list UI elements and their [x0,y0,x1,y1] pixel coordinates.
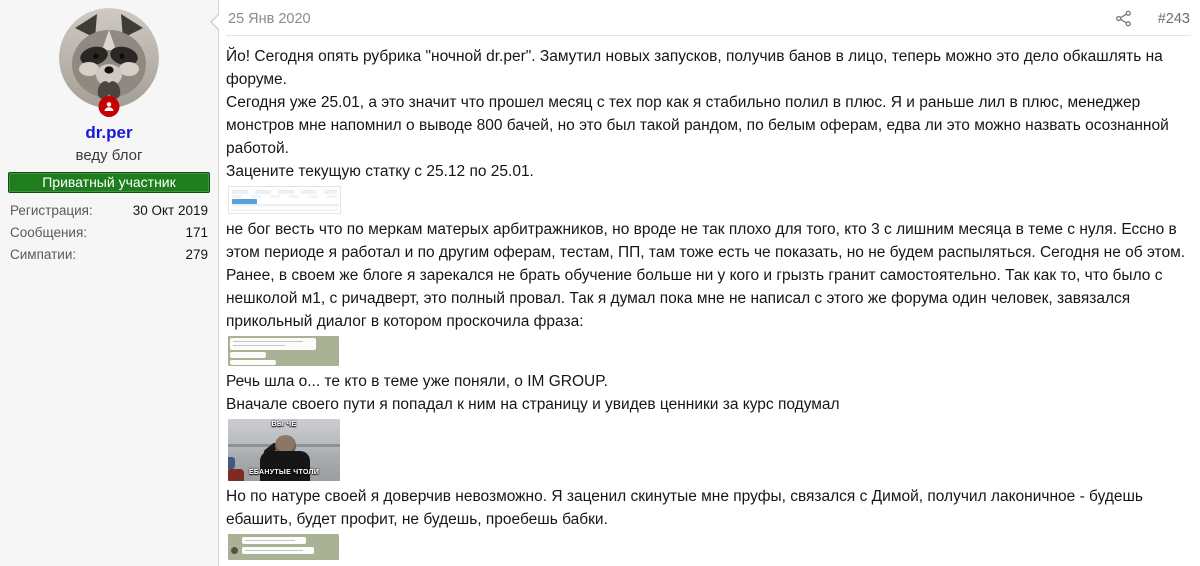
stat-registration [10,200,208,222]
user-stats [0,198,218,266]
paragraph: не бог весть что по меркам матерых арбитражников, но вроде не так плохо для того, кто 3 с лишним месяца в теме с нуля. Ессно в этом периоде я работал и по другим оферам, тестам, ПП, там тоже есть че показать, но не будем распыляться. Сегодня не об этом. [226,221,1186,261]
meme-caption-top: ВЫ ЧЕ [271,421,297,428]
chat-bubble [230,352,266,358]
stats-table-rows [231,204,338,212]
message-bubble-arrow [210,13,219,31]
chat-text-line [233,341,303,342]
meme-caption-bottom: ЕБАНУТЫЕ ЧТОЛИ [248,469,320,476]
stats-filter-row [232,190,337,194]
chat-screenshot-thumbnail-1[interactable] [228,336,339,366]
paragraph: Ранее, в своем же блоге я зарекался не брать обучение больше ни у кого и грызть гранит самостоятельно. Так как то, что было с нешколой м1, с ричадверт, это полный провал. Так я думал пока мне не написал с этого же форума один человек, завязался прикольный диалог в котором проскочила фраза: [226,267,1163,330]
meme-blue-car [228,457,235,469]
user-title: веду блог [75,147,143,164]
chat-screenshot-thumbnail-2[interactable] [228,534,339,560]
paragraph: Сегодня уже 25.01, а это значит что прошел месяц с тех пор как я стабильно полил в плюс. Я и раньше лил в плюс, менеджер монстров мне напомнил о выводе 800 бачей, но это был такой рандом, по белым оферам, едва ли это можно назвать осознанной работой. [226,94,1169,157]
meme-image[interactable] [228,419,340,481]
message-header [226,10,1191,36]
stats-filter-row [232,195,337,198]
chat-bubble [230,360,276,365]
message-header-actions [1115,10,1190,27]
avatar[interactable] [59,8,159,108]
paragraph: Но по натуре своей я доверчив невозможно. Я заценил скинутые мне пруфы, связался с Димой, получил лаконичное - будешь ебашить, будет профит, не будешь, проебешь бабки. [226,488,1143,528]
stat-label: Сообщения: [10,225,88,240]
chat-avatar [231,547,238,554]
chat-text-line [245,550,303,551]
username-link[interactable]: dr.per [85,123,133,142]
stat-label: Регистрация: [10,203,93,218]
stats-table-thumbnail[interactable] [228,186,341,214]
user-info-panel [0,0,219,566]
paragraph: Вначале своего пути я попадал к ним на страницу и увидев ценники за курс подумал [226,396,840,413]
post-message [219,0,1200,566]
user-group-banner: Приватный участник [8,172,210,193]
stat-value: 30 Окт 2019 [132,203,208,218]
paragraph: Йо! Сегодня опять рубрика "ночной dr.per". Замутил новых запусков, получив банов в лицо, теперь можно это дело обкашлять на форуме. [226,48,1163,88]
paragraph: Зацените текущую статку с 25.12 по 25.01. [226,163,534,180]
post-body [226,36,1191,560]
raccoon-avatar-image [59,8,159,108]
stat-messages [10,222,208,244]
person-badge-icon [99,96,120,117]
post-date[interactable]: 25 Янв 2020 [228,10,311,27]
stat-value: 279 [185,247,208,262]
stat-label: Симпатии: [10,247,77,262]
post-number-link[interactable]: #243 [1157,10,1190,27]
chat-text-line [233,345,285,346]
paragraph: Речь шла о... те кто в теме уже поняли, о IM GROUP. [226,373,608,390]
chat-text-line [245,540,295,541]
share-icon[interactable] [1115,10,1132,27]
stat-value: 171 [185,225,208,240]
stat-likes [10,244,208,266]
chat-bubble [230,338,316,350]
